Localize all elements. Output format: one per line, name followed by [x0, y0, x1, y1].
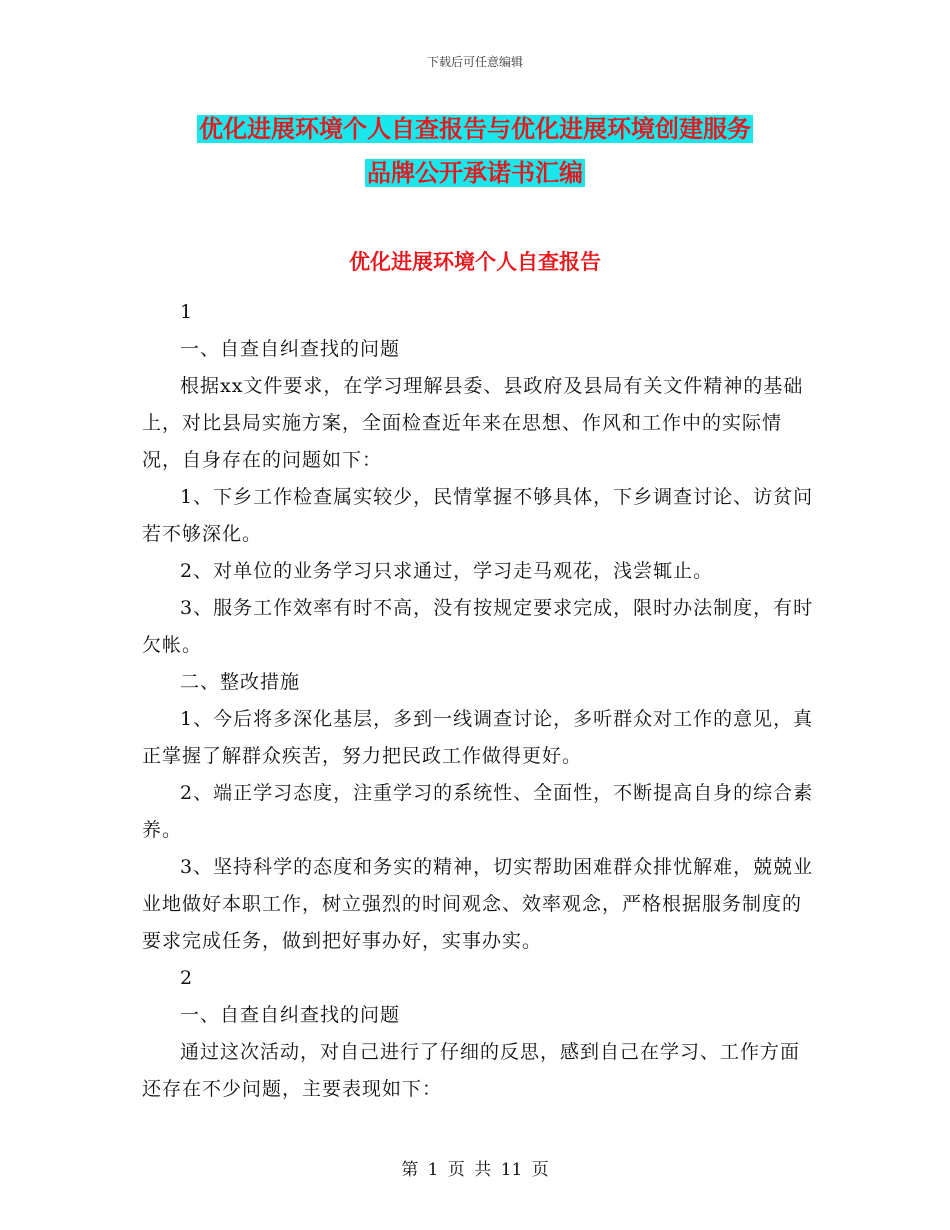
body-paragraph: 2 [180, 967, 194, 989]
body-paragraph: 二、整改措施 [180, 671, 301, 693]
page-header-note: 下载后可任意编辑 [426, 55, 523, 69]
page-footer: 第 1 页 共 11 页 [401, 1160, 549, 1180]
body-paragraph: 2、端正学习态度，注重学习的系统性、全面性，不断提高自身的综合素养。 [142, 782, 814, 841]
document-body [142, 294, 817, 1108]
body-paragraph: 2、对单位的业务学习只求通过，学习走马观花，浅尝辄止。 [180, 560, 714, 582]
body-paragraph: 3、坚持科学的态度和务实的精神，切实帮助困难群众排忧解难，兢兢业业地做好本职工作，树立强烈的时间观念、效率观念，严格根据服务制度的要求完成任务，做到把好事办好，实事办实。 [142, 856, 814, 952]
body-paragraph: 一、自查自纠查找的问题 [180, 338, 401, 360]
body-paragraph: 1 [180, 301, 194, 323]
document-title-line-1 [0, 110, 950, 148]
body-paragraph: 1、下乡工作检查属实较少，民情掌握不够具体，下乡调查讨论、访贫问若不够深化。 [142, 486, 814, 545]
document-title-line-1-text: 优化进展环境个人自查报告与优化进展环境创建服务 [199, 115, 751, 143]
body-paragraph: 通过这次活动，对自己进行了仔细的反思，感到自己在学习、工作方面还存在不少问题，主要表现如下： [142, 1041, 801, 1100]
document-title-line-2 [0, 154, 950, 192]
document-title-line-2-text: 品牌公开承诺书汇编 [367, 159, 583, 187]
body-paragraph: 3、服务工作效率有时不高，没有按规定要求完成，限时办法制度，有时欠帐。 [142, 597, 814, 656]
body-paragraph: 1、今后将多深化基层，多到一线调查讨论，多听群众对工作的意见，真正掌握了解群众疾苦，努力把民政工作做得更好。 [142, 708, 814, 767]
body-paragraph: 一、自查自纠查找的问题 [180, 1004, 401, 1026]
section-title: 优化进展环境个人自查报告 [349, 250, 601, 274]
body-paragraph: 根据xx文件要求，在学习理解县委、县政府及县局有关文件精神的基础上，对比县局实施方案，全面检查近年来在思想、作风和工作中的实际情况，自身存在的问题如下： [142, 375, 804, 471]
